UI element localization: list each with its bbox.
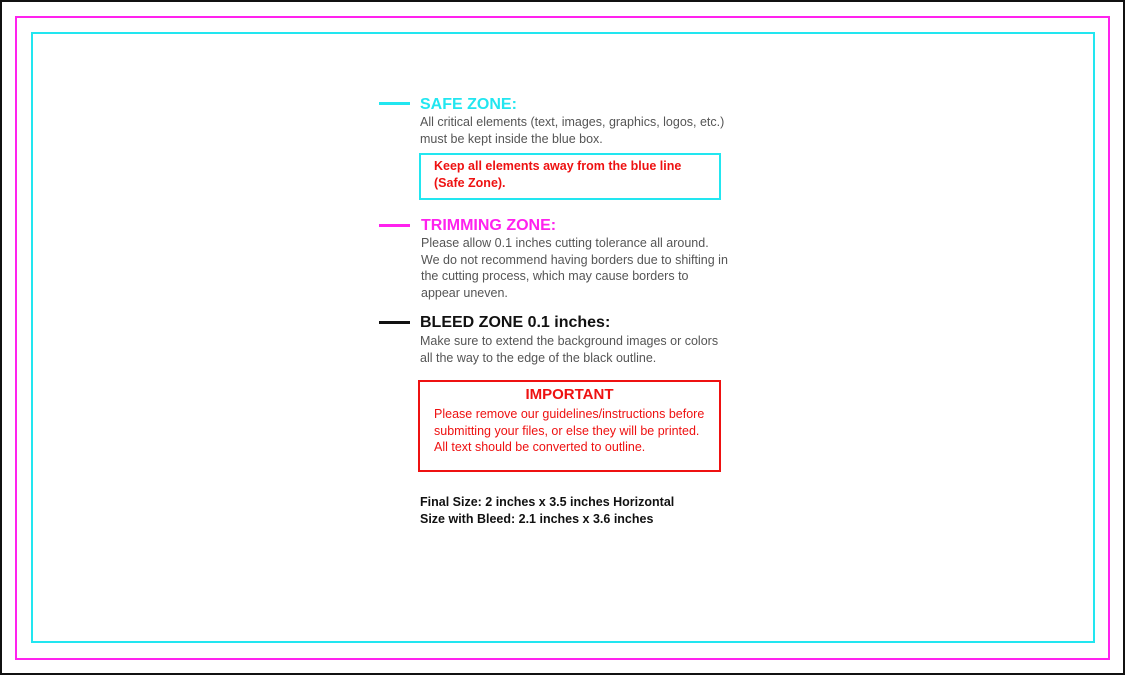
trimming-zone-line: the cutting process, which may cause borders to <box>421 269 689 283</box>
safe-zone-warning-line: (Safe Zone). <box>434 175 506 190</box>
safe-zone-description <box>420 114 724 147</box>
safe-zone-line: All critical elements (text, images, graphics, logos, etc.) <box>420 115 725 129</box>
bleed-zone-marker-line <box>379 321 410 324</box>
important-notice-text <box>434 406 704 456</box>
trimming-zone-line: appear uneven. <box>421 285 508 300</box>
safe-zone-heading: SAFE ZONE: <box>420 96 517 113</box>
final-size-text: Final Size: 2 inches x 3.5 inches Horizontal <box>420 495 675 509</box>
safe-zone-marker-line <box>379 102 410 105</box>
trimming-zone-line: We do not recommend having borders due to shifting in <box>421 252 728 267</box>
trimming-zone-heading: TRIMMING ZONE: <box>421 217 557 234</box>
bleed-zone-line: all the way to the edge of the black outline. <box>420 350 657 365</box>
safe-zone-warning-box <box>419 153 721 200</box>
safe-zone-line: must be kept inside the blue box. <box>420 131 603 146</box>
size-info <box>420 494 674 528</box>
bleed-zone-heading: BLEED ZONE 0.1 inches: <box>420 314 611 331</box>
important-notice-box <box>418 380 721 472</box>
trimming-zone-marker-line <box>379 224 410 227</box>
trimming-zone-line: Please allow 0.1 inches cutting tolerance all around. <box>421 236 709 250</box>
bleed-size-text: Size with Bleed: 2.1 inches x 3.6 inches <box>420 512 654 526</box>
trimming-zone-description <box>421 235 728 301</box>
safe-zone-warning-line: Keep all elements away from the blue line <box>434 159 682 173</box>
important-notice-title: IMPORTANT <box>525 386 614 403</box>
bleed-zone-line: Make sure to extend the background images or colors <box>420 334 719 348</box>
important-notice-line: submitting your files, or else they will be printed. <box>434 423 700 438</box>
important-notice-line: All text should be converted to outline. <box>434 440 646 454</box>
important-notice-line: Please remove our guidelines/instructions before <box>434 407 705 421</box>
bleed-zone-description <box>420 333 718 366</box>
